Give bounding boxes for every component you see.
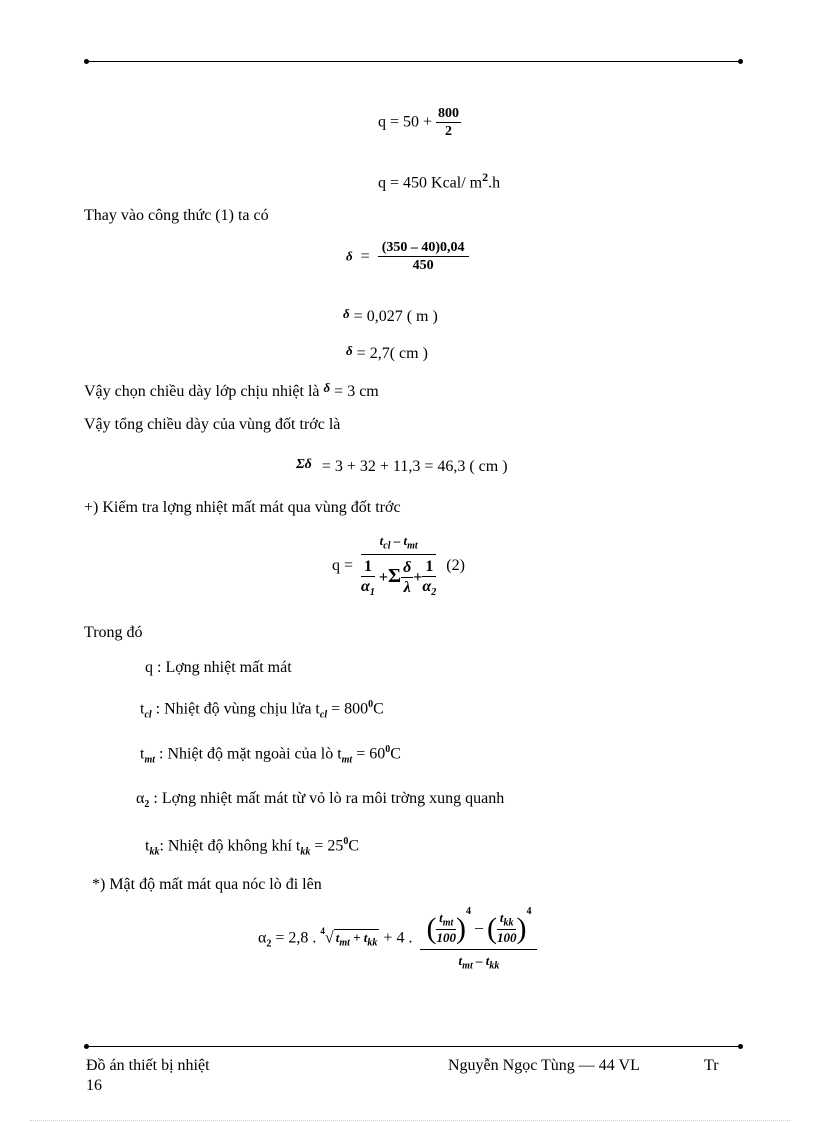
text-substitute: Thay vào công thức (1) ta có [84,207,269,224]
footer-author: Nguyễn Ngọc Tùng — 44 VL [448,1057,640,1074]
footer-page-number: 16 [86,1077,102,1094]
footer-title: Đồ án thiết bị nhiệt [86,1057,210,1074]
footer-rule [86,1046,742,1047]
definition-alpha2: $\alpha_2$ : Lợng nhiệt mất mát từ vỏ lò ra môi trờng xung quanh [136,790,505,811]
equation-delta-m: δ = 0,027 ( m ) [343,306,438,325]
text-choose-thickness: Vậy chọn chiều dày lớp chịu nhiệt là $^\delta$ = 3 cm [84,380,379,400]
equation-q-value: q = 450 Kcal/ $m^2.h$ [378,170,501,192]
definition-tkk: $t_{kk}$: Nhiệt độ không khí $t_{kk} = 25^0C$ [145,836,360,858]
text-check-heat-loss: +) Kiểm tra lợng nhiệt mất mát qua vùng đốt trớc [84,499,401,516]
footer-tr: Tr [704,1057,719,1074]
text-total-thickness: Vậy tổng chiều dày của vùng đốt trớc là [84,416,341,433]
equation-q-sum: q = 50 + $\frac{800}{2}$ [378,106,460,140]
page-bottom-dotted-line [30,1120,790,1121]
equation-alpha2: $\alpha_2 = 2,8$ . $^4$√ $t_{mt} + t_{kk} + 4$ . ( $\frac{t_{mt}}{100}$ )$^4$ – ( $\frac{t_{kk}}{100}$ )$^4$ $t_{mt} - t_{kk}$ [258,906,537,971]
text-where: Trong đó [84,624,143,641]
definition-tcl: $t_{cl}$ : Nhiệt độ vùng chịu lửa $t_{cl} = 800^0C$ [140,699,384,721]
footer-rule-right-dot [738,1044,743,1049]
definition-tmt: $t_{mt}$ : Nhiệt độ mặt ngoài của lò $t_{mt} = 60^0C$ [140,744,401,766]
header-rule [86,61,742,62]
equation-delta-fraction: δ = $\frac{(350 - 40)0,04}{450}$ [346,240,469,274]
equation-q-heat-loss: q = $t_{cl} - t_{mt}$ $\frac{1}{\alpha_1}$ +Σ $\frac{\delta}{\lambda}$ + $\frac{1}{\alpha_2}$ (2) [332,533,465,599]
definition-q: q : Lợng nhiệt mất mát [145,659,292,676]
text-roof-loss: *) Mật độ mất mát qua nóc lò đi lên [92,876,322,893]
header-rule-right-dot [738,59,743,64]
equation-delta-cm: δ = 2,7( cm ) [346,343,428,362]
equation-sum-delta: Σδ = 3 + 32 + 11,3 = 46,3 ( cm ) [296,457,508,475]
